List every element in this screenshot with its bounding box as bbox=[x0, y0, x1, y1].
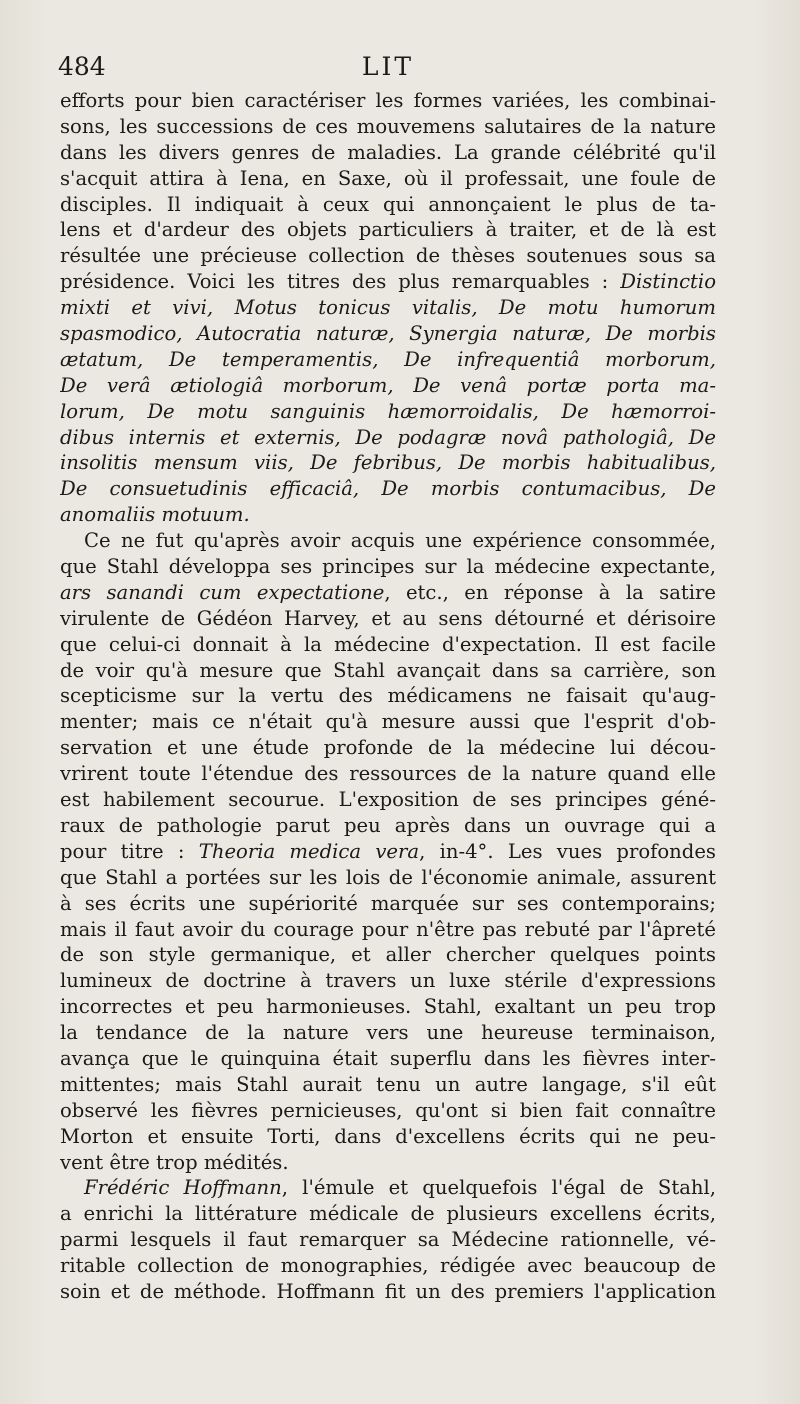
text-segment: s'acquit attira à Iena, en Saxe, où il professait, une foule de bbox=[60, 166, 716, 190]
italic-text: Distinctio bbox=[620, 270, 716, 294]
text-segment: vent être trop médités. bbox=[60, 1150, 289, 1174]
body-text bbox=[60, 88, 716, 1305]
text-line bbox=[60, 658, 716, 684]
italic-text: dibus internis et externis, De podagræ novâ pathologiâ, De bbox=[60, 425, 716, 449]
text-line bbox=[60, 269, 716, 295]
text-line bbox=[60, 968, 716, 994]
text-segment: dans les divers genres de maladies. La grande célébrité qu'il bbox=[60, 140, 716, 164]
text-line bbox=[60, 1046, 716, 1072]
page-header bbox=[58, 52, 718, 92]
text-line bbox=[60, 1227, 716, 1253]
text-segment: soin et de méthode. Hoffmann fit un des premiers l'application bbox=[60, 1279, 716, 1303]
text-line bbox=[60, 580, 716, 606]
italic-text: insolitis mensum viis, De febribus, De morbis habitualibus, bbox=[60, 451, 716, 475]
italic-text: Frédéric Hoffmann bbox=[84, 1176, 282, 1200]
text-line bbox=[60, 1201, 716, 1227]
text-segment: est habilement secourue. L'exposition de ses principes géné- bbox=[60, 788, 716, 812]
text-line bbox=[60, 632, 716, 658]
text-line bbox=[60, 1279, 716, 1305]
text-line bbox=[60, 476, 716, 502]
text-segment: sons, les successions de ces mouvemens salutaires de la nature bbox=[60, 114, 716, 138]
text-line bbox=[60, 321, 716, 347]
text-segment: résultée une précieuse collection de thèses soutenues sous sa bbox=[60, 244, 716, 268]
text-segment: vrirent toute l'étendue des ressources de la nature quand elle bbox=[60, 762, 716, 786]
text-line bbox=[60, 554, 716, 580]
italic-text: mixti et vivi, Motus tonicus vitalis, De motu humorum bbox=[60, 296, 716, 320]
text-segment: efforts pour bien caractériser les formes variées, les combinai- bbox=[60, 89, 716, 112]
text-segment: , etc., en réponse à la satire bbox=[384, 580, 716, 604]
text-line bbox=[60, 735, 716, 761]
text-line bbox=[60, 787, 716, 813]
italic-text: Theoria medica vera bbox=[198, 839, 420, 863]
text-line bbox=[60, 114, 716, 140]
italic-text: lorum, De motu sanguinis hæmorroidalis, De hæmorroi- bbox=[60, 399, 716, 423]
text-segment: présidence. Voici les titres des plus remarquables : bbox=[60, 270, 621, 294]
text-line bbox=[60, 1124, 716, 1150]
text-line bbox=[60, 166, 716, 192]
italic-text: spasmodico, Autocratia naturæ, Synergia naturæ, De morbis bbox=[60, 322, 716, 346]
text-line bbox=[60, 140, 716, 166]
text-segment: Ce ne fut qu'après avoir acquis une expérience consommée, bbox=[84, 529, 716, 553]
text-line bbox=[60, 373, 716, 399]
text-line bbox=[60, 192, 716, 218]
text-line bbox=[60, 813, 716, 839]
text-line bbox=[60, 839, 716, 865]
text-segment: servation et une étude profonde de la médecine lui décou- bbox=[60, 736, 716, 760]
text-line bbox=[60, 1150, 716, 1176]
text-segment: lens et d'ardeur des objets particuliers à traiter, et de là est bbox=[60, 218, 716, 242]
text-segment: ritable collection de monographies, rédigée avec beaucoup de bbox=[60, 1254, 716, 1278]
text-line bbox=[60, 450, 716, 476]
text-line bbox=[60, 917, 716, 943]
text-line bbox=[60, 243, 716, 269]
text-line bbox=[60, 1175, 716, 1201]
text-line bbox=[60, 502, 716, 528]
italic-text: anomaliis motuum. bbox=[60, 503, 250, 527]
text-segment: la tendance de la nature vers une heureuse terminaison, bbox=[60, 1021, 716, 1045]
text-segment: pour titre : bbox=[60, 839, 199, 863]
text-segment: lumineux de doctrine à travers un luxe stérile d'expressions bbox=[60, 969, 716, 993]
italic-text: ætatum, De temperamentis, De infrequentiâ morborum, bbox=[60, 347, 716, 371]
text-line bbox=[60, 942, 716, 968]
running-head: LIT bbox=[361, 52, 415, 81]
text-line bbox=[60, 399, 716, 425]
text-line bbox=[60, 1098, 716, 1124]
italic-text: De verâ ætiologiâ morborum, De venâ portæ porta ma- bbox=[60, 373, 716, 397]
text-segment: mais il faut avoir du courage pour n'être pas rebuté par l'âpreté bbox=[60, 917, 716, 941]
text-segment: menter; mais ce n'était qu'à mesure aussi que l'esprit d'ob- bbox=[60, 710, 716, 734]
text-segment: mittentes; mais Stahl aurait tenu un autre langage, s'il eût bbox=[60, 1072, 716, 1096]
text-segment: virulente de Gédéon Harvey, et au sens détourné et dérisoire bbox=[60, 606, 716, 630]
page-number: 484 bbox=[58, 52, 106, 81]
text-segment: que celui-ci donnait à la médecine d'expectation. Il est facile bbox=[60, 632, 716, 656]
text-line bbox=[60, 865, 716, 891]
text-segment: Morton et ensuite Torti, dans d'excellens écrits qui ne peu- bbox=[60, 1124, 716, 1148]
text-segment: disciples. Il indiquait à ceux qui annonçaient le plus de ta- bbox=[60, 192, 716, 216]
text-segment: que Stahl a portées sur les lois de l'économie animale, assurent bbox=[60, 865, 716, 889]
text-segment: avança que le quinquina était superflu dans les fièvres inter- bbox=[60, 1046, 716, 1070]
text-line bbox=[60, 891, 716, 917]
text-line bbox=[60, 683, 716, 709]
italic-text: ars sanandi cum expectatione bbox=[60, 580, 385, 604]
text-segment: de voir qu'à mesure que Stahl avançait dans sa carrière, son bbox=[60, 658, 716, 682]
text-line bbox=[60, 1020, 716, 1046]
text-segment: observé les fièvres pernicieuses, qu'ont si bien fait connaître bbox=[60, 1098, 716, 1122]
text-segment: a enrichi la littérature médicale de plusieurs excellens écrits, bbox=[60, 1202, 716, 1226]
text-line bbox=[60, 709, 716, 735]
text-line bbox=[60, 425, 716, 451]
text-segment: raux de pathologie parut peu après dans un ouvrage qui a bbox=[60, 813, 716, 837]
text-segment: que Stahl développa ses principes sur la médecine expectante, bbox=[60, 555, 716, 579]
text-line bbox=[60, 606, 716, 632]
text-segment: incorrectes et peu harmonieuses. Stahl, exaltant un peu trop bbox=[60, 995, 716, 1019]
text-segment: à ses écrits une supériorité marquée sur ses contemporains; bbox=[60, 891, 716, 915]
text-line bbox=[60, 217, 716, 243]
text-line bbox=[60, 295, 716, 321]
text-segment: , in-4°. Les vues profondes bbox=[419, 839, 716, 863]
text-segment: scepticisme sur la vertu des médicamens ne faisait qu'aug- bbox=[60, 684, 716, 708]
text-line bbox=[60, 1253, 716, 1279]
text-line bbox=[60, 88, 716, 114]
text-segment: , l'émule et quelquefois l'égal de Stahl, bbox=[281, 1176, 716, 1200]
text-line bbox=[60, 994, 716, 1020]
text-line bbox=[60, 1072, 716, 1098]
text-line bbox=[60, 761, 716, 787]
text-segment: de son style germanique, et aller chercher quelques points bbox=[60, 943, 716, 967]
text-segment: parmi lesquels il faut remarquer sa Médecine rationnelle, vé- bbox=[60, 1228, 716, 1252]
text-line bbox=[60, 528, 716, 554]
text-line bbox=[60, 347, 716, 373]
italic-text: De consuetudinis efficaciâ, De morbis contumacibus, De bbox=[60, 477, 716, 501]
